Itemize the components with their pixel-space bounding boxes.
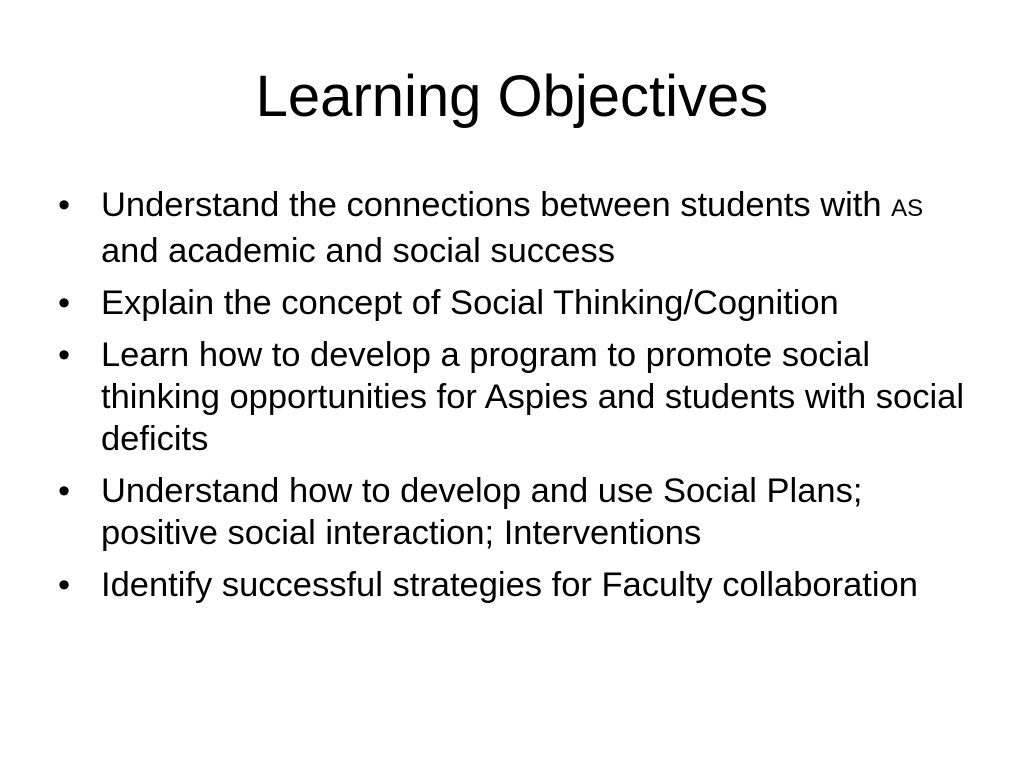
bullet-text: Explain the concept of Social Thinking/Cognition — [101, 284, 839, 322]
bullet-icon: • — [58, 186, 71, 224]
bullet-text: Understand how to develop and use Social Plans; positive social interaction; Interventions — [101, 472, 863, 552]
list-item — [58, 559, 978, 611]
bullet-icon: • — [58, 472, 71, 510]
list-item — [58, 470, 978, 554]
bullet-icon: • — [58, 336, 71, 374]
bullet-icon: • — [58, 284, 71, 322]
bullet-text-part: Understand the connections between students with — [101, 186, 892, 224]
abbreviation: AS — [891, 195, 924, 222]
bullet-text: Learn how to develop a program to promote social thinking opportunities for Aspies and students with social deficits — [101, 336, 965, 458]
list-item — [58, 184, 978, 272]
objectives-list — [58, 184, 978, 621]
list-item — [58, 282, 978, 324]
bullet-icon: • — [58, 566, 71, 604]
bullet-text-part: and academic and social success — [101, 232, 615, 270]
list-item — [58, 334, 978, 460]
slide-title: Learning Objectives — [255, 64, 769, 129]
bullet-text: Identify successful strategies for Faculty collaboration — [101, 566, 918, 604]
